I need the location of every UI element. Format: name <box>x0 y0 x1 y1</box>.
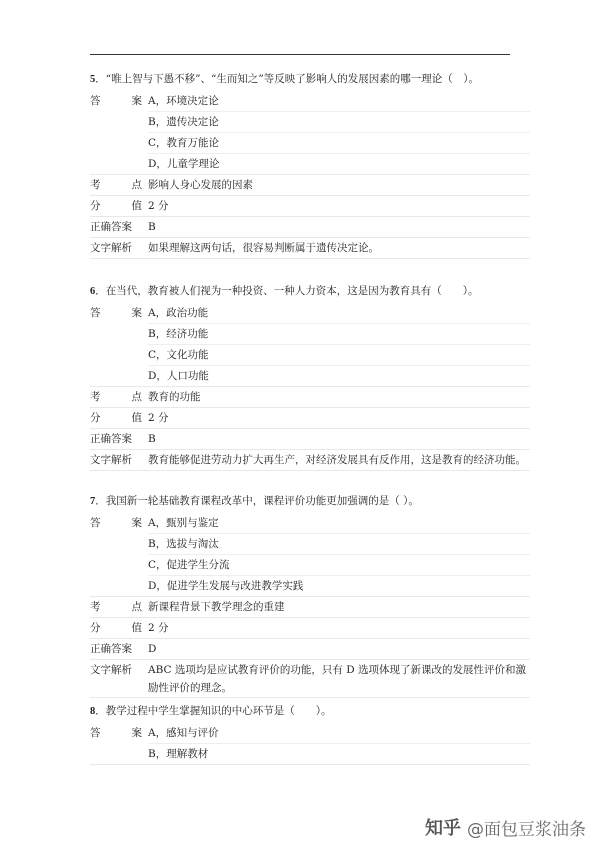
question-stem: 5．“唯上智与下愚不移”、“生而知之”等反映了影响人的发展因素的哪一理论（ ）。 <box>90 73 479 85</box>
label-char: 考 <box>90 391 101 403</box>
label-char: 点 <box>131 391 142 403</box>
option-a[interactable]: A，政治功能 <box>148 303 530 324</box>
answer-label <box>90 723 148 743</box>
question-number: 5 <box>90 74 96 85</box>
correct-value: B <box>148 433 156 445</box>
point-value: 影响人身心发展的因素 <box>148 179 253 191</box>
question-5 <box>90 70 530 259</box>
label-char: 值 <box>131 200 142 212</box>
correct-label: 正确答案 <box>90 643 132 655</box>
question-text: 教学过程中学生掌握知识的中心环节是（ ）。 <box>105 705 332 717</box>
point-row <box>90 597 530 618</box>
label-char: 分 <box>90 200 101 212</box>
analysis-label: 文字解析 <box>90 242 132 254</box>
correct-row <box>90 217 530 238</box>
options-list <box>148 513 530 596</box>
point-value: 教育的功能 <box>148 391 201 403</box>
answer-label <box>90 303 148 323</box>
point-label <box>90 175 148 195</box>
option-d[interactable]: D，促进学生发展与改进教学实践 <box>148 580 304 592</box>
question-text: “唯上智与下愚不移”、“生而知之”等反映了影响人的发展因素的哪一理论（ ）。 <box>105 73 479 85</box>
analysis-value: 教育能够促进劳动力扩大再生产，对经济发展具有反作用，这是教育的经济功能。 <box>148 454 526 466</box>
analysis-value: 如果理解这两句话，很容易判断属于遗传决定论。 <box>148 242 379 254</box>
label-char: 案 <box>131 727 142 739</box>
correct-row <box>90 429 530 450</box>
question-stem: 7．我国新一轮基础教育课程改革中，课程评价功能更加强调的是（ ）。 <box>90 495 419 507</box>
author-handle: @面包豆浆油条 <box>467 819 586 840</box>
option-a[interactable]: A，环境决定论 <box>148 91 530 112</box>
option-b[interactable]: B，选拔与淘汰 <box>148 534 530 555</box>
label-char: 案 <box>131 95 142 107</box>
correct-label: 正确答案 <box>90 221 132 233</box>
label-char: 案 <box>131 517 142 529</box>
correct-value: D <box>148 643 157 655</box>
label-char: 点 <box>131 179 142 191</box>
score-value: 2 分 <box>148 412 169 424</box>
question-6 <box>90 282 530 471</box>
answer-row <box>90 91 530 175</box>
score-value: 2 分 <box>148 622 169 634</box>
zhihu-logo: 知乎 <box>425 818 461 839</box>
option-c[interactable]: C，文化功能 <box>148 345 530 366</box>
question-number: 6 <box>90 286 96 297</box>
options-list <box>148 303 530 386</box>
point-row <box>90 387 530 408</box>
label-char: 考 <box>90 179 101 191</box>
correct-value: B <box>148 221 156 233</box>
label-char: 分 <box>90 622 101 634</box>
question-stem: 6．在当代，教育被人们视为一种投资、一种人力资本，这是因为教育具有（ ）。 <box>90 285 479 297</box>
answer-row <box>90 513 530 597</box>
correct-label: 正确答案 <box>90 433 132 445</box>
top-divider <box>90 54 510 55</box>
score-row <box>90 618 530 639</box>
option-b[interactable]: B，遗传决定论 <box>148 112 530 133</box>
label-char: 答 <box>90 307 101 319</box>
label-char: 答 <box>90 517 101 529</box>
option-c[interactable]: C，教育万能论 <box>148 133 530 154</box>
option-a[interactable]: A，甄别与鉴定 <box>148 513 530 534</box>
correct-row <box>90 639 530 660</box>
options-list <box>148 723 530 764</box>
score-label <box>90 408 148 428</box>
option-b[interactable]: B，经济功能 <box>148 324 530 345</box>
score-label <box>90 196 148 216</box>
answer-row <box>90 303 530 387</box>
answer-label <box>90 91 148 111</box>
point-label <box>90 387 148 407</box>
analysis-value: ABC 选项均是应试教育评价的功能，只有 D 选项体现了新课改的发展性评价和激励性评价的理念。 <box>148 664 526 694</box>
score-label <box>90 618 148 638</box>
option-d[interactable]: D，人口功能 <box>148 370 209 382</box>
label-char: 答 <box>90 95 101 107</box>
question-number: 7 <box>90 496 96 507</box>
question-stem: 8．教学过程中学生掌握知识的中心环节是（ ）。 <box>90 705 332 717</box>
question-8 <box>90 702 530 765</box>
question-7 <box>90 492 530 698</box>
analysis-label: 文字解析 <box>90 454 132 466</box>
score-value: 2 分 <box>148 200 169 212</box>
label-char: 值 <box>131 622 142 634</box>
question-number: 8 <box>90 706 96 717</box>
label-char: 点 <box>131 601 142 613</box>
options-list <box>148 91 530 174</box>
analysis-row <box>90 660 530 698</box>
label-char: 分 <box>90 412 101 424</box>
option-a[interactable]: A，感知与评价 <box>148 723 530 744</box>
label-char: 答 <box>90 727 101 739</box>
question-text: 在当代，教育被人们视为一种投资、一种人力资本，这是因为教育具有（ ）。 <box>105 285 479 297</box>
question-text: 我国新一轮基础教育课程改革中，课程评价功能更加强调的是（ ）。 <box>105 495 419 507</box>
label-char: 案 <box>131 307 142 319</box>
score-row <box>90 408 530 429</box>
point-value: 新课程背景下教学理念的重建 <box>148 601 285 613</box>
analysis-row <box>90 450 530 471</box>
score-row <box>90 196 530 217</box>
answer-row <box>90 723 530 765</box>
point-row <box>90 175 530 196</box>
zhihu-watermark <box>425 814 586 840</box>
label-char: 考 <box>90 601 101 613</box>
label-char: 值 <box>131 412 142 424</box>
analysis-label: 文字解析 <box>90 664 132 676</box>
analysis-row <box>90 238 530 259</box>
option-d[interactable]: D，儿童学理论 <box>148 158 220 170</box>
option-c[interactable]: C，促进学生分流 <box>148 555 530 576</box>
option-b[interactable]: B，理解教材 <box>148 748 209 760</box>
point-label <box>90 597 148 617</box>
answer-label <box>90 513 148 533</box>
